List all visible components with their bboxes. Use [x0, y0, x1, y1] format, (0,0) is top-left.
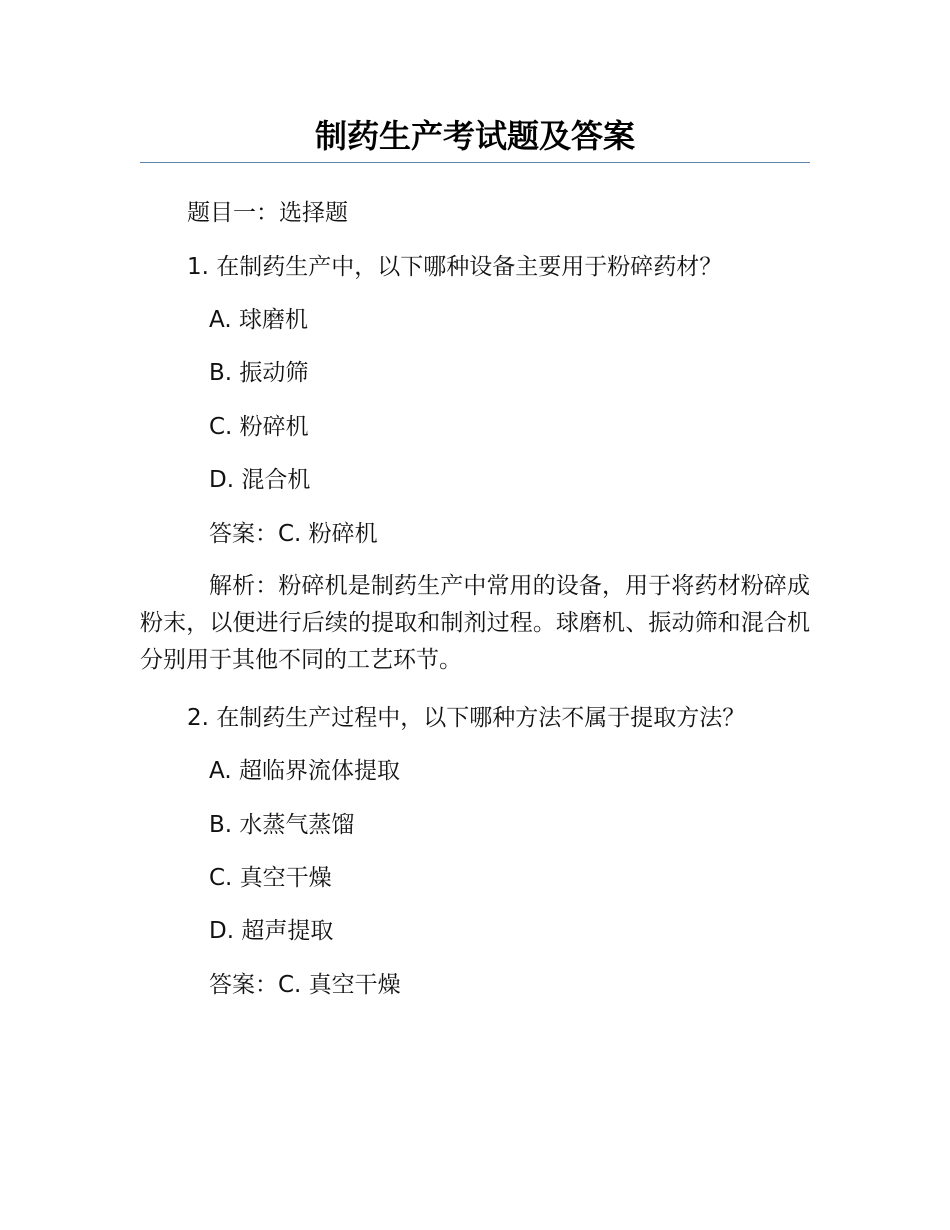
- question-2-option-d: D. 超声提取: [209, 918, 334, 944]
- title-divider: [140, 162, 810, 163]
- question-1-option-a: A. 球磨机: [209, 307, 308, 333]
- question-1-option-c: C. 粉碎机: [209, 414, 309, 440]
- question-1-answer: 答案：C. 粉碎机: [209, 521, 378, 547]
- question-1-analysis: 解析：粉碎机是制药生产中常用的设备，用于将药材粉碎成粉末，以便进行后续的提取和制剂过程。球磨机、振动筛和混合机分别用于其他不同的工艺环节。: [140, 573, 810, 673]
- question-2-answer: 答案：C. 真空干燥: [209, 972, 401, 998]
- question-2-text: 2. 在制药生产过程中，以下哪种方法不属于提取方法？: [187, 705, 746, 731]
- document-title: 制药生产考试题及答案: [314, 117, 635, 155]
- question-2-option-c: C. 真空干燥: [209, 865, 332, 891]
- question-1-text: 1. 在制药生产中，以下哪种设备主要用于粉碎药材？: [187, 254, 723, 280]
- question-2-option-b: B. 水蒸气蒸馏: [209, 812, 355, 838]
- question-1-option-b: B. 振动筛: [209, 360, 309, 386]
- section-heading: 题目一：选择题: [187, 200, 348, 226]
- question-2-option-a: A. 超临界流体提取: [209, 758, 400, 784]
- question-1-option-d: D. 混合机: [209, 467, 311, 493]
